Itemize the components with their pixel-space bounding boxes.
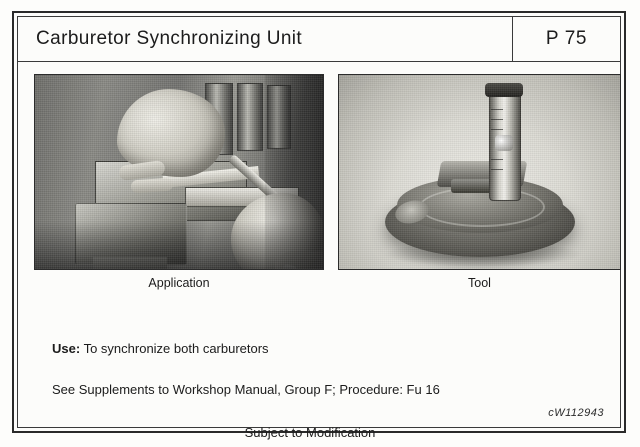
figure-application [34,74,324,298]
figures-row [18,62,620,312]
figure-caption: Tool [468,276,491,290]
photo-synchronizing-tool [338,74,621,270]
use-line [52,341,620,356]
document-card [12,11,626,440]
document-card-inner-border [17,16,621,440]
use-label: Use: [52,341,81,356]
text-block [18,317,620,440]
reference-line: See Supplements to Workshop Manual, Group F; Procedure: Fu 16 [52,382,440,397]
photo-halftone-grain [339,75,620,269]
header [18,17,620,62]
photo-application-engine-carburetors [34,74,324,270]
document-reference-code: cW112943 [548,407,604,419]
page-code: P 75 [512,17,620,61]
figure-caption: Application [148,276,210,290]
photo-halftone-grain [35,75,323,269]
figure-tool [338,74,621,298]
page-title: Carburetor Synchronizing Unit [36,28,303,49]
use-text: To synchronize both carburetors [83,341,269,356]
subject-to-modification: Subject to Modification [244,425,376,440]
